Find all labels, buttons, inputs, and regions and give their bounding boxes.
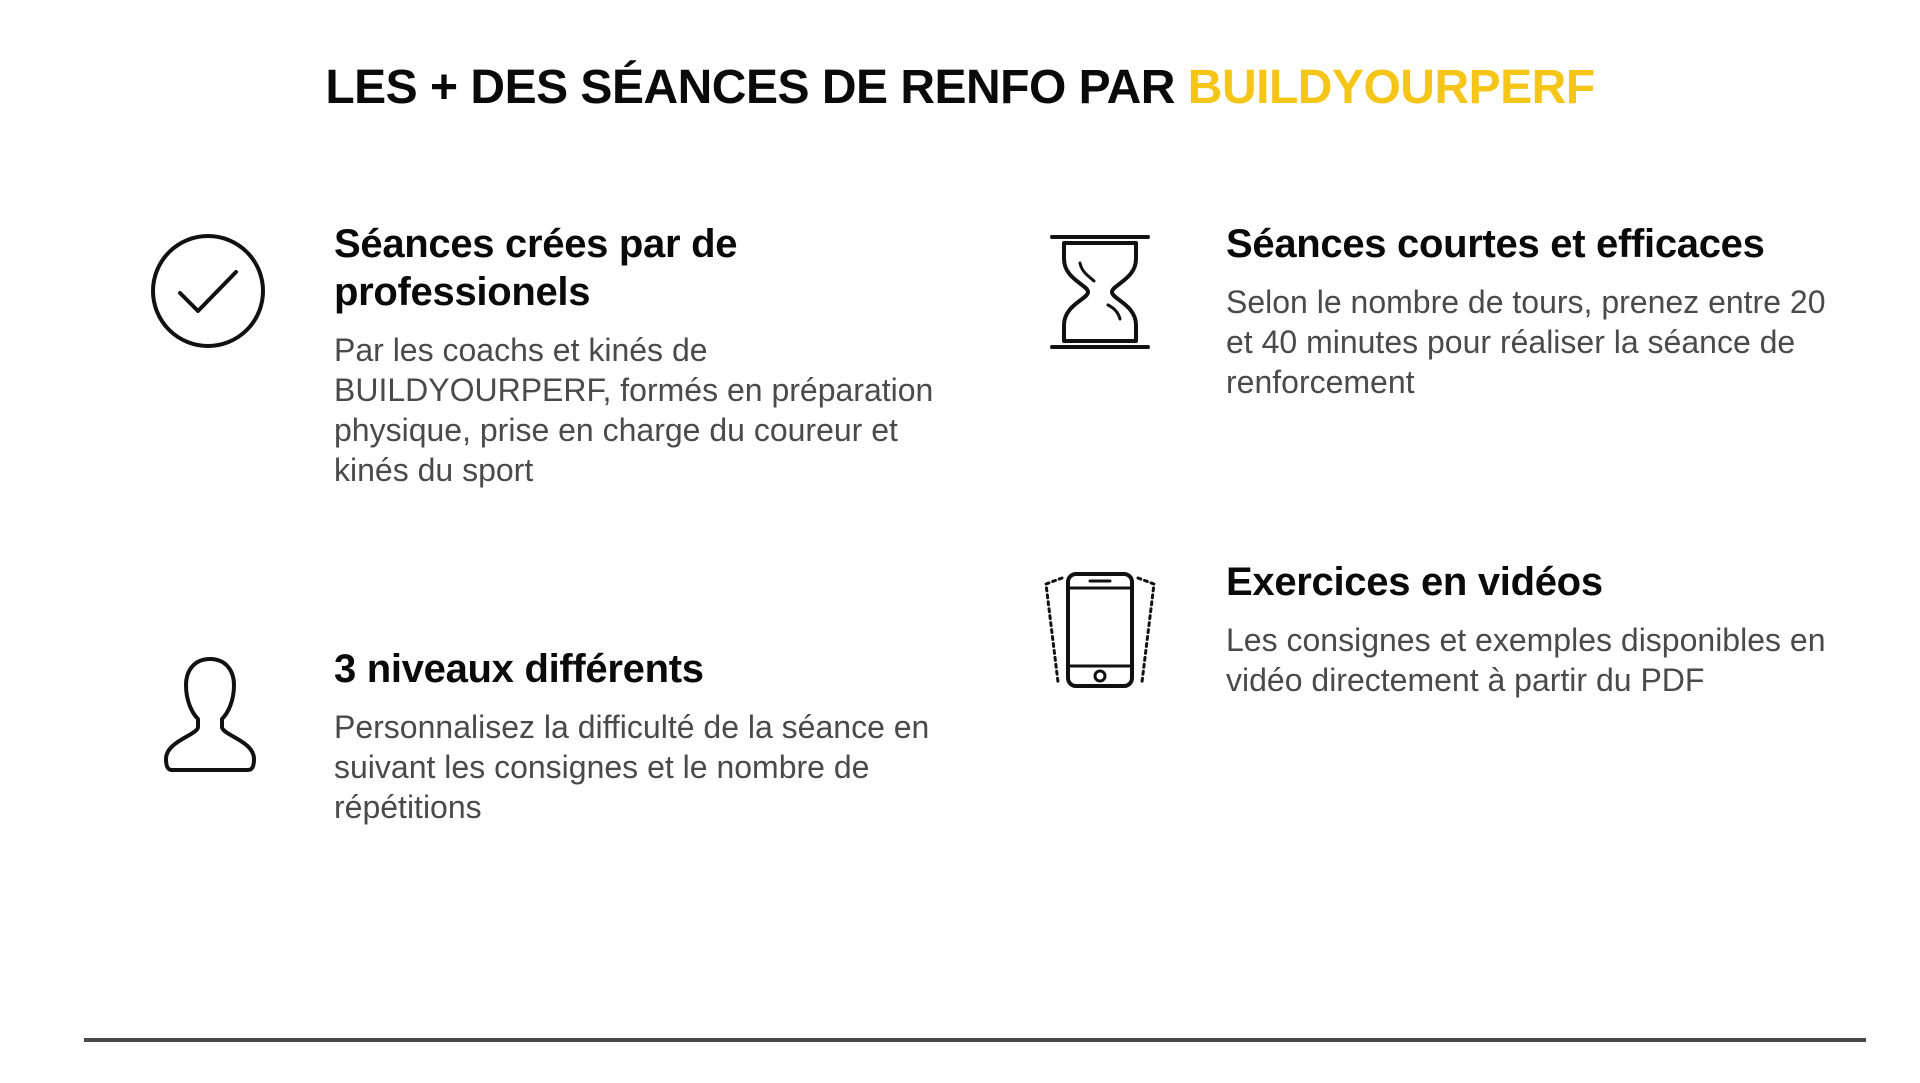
feature-short-sessions xyxy=(1226,220,1836,402)
smartphone-vibrate-icon xyxy=(1042,570,1158,690)
feature-description: Par les coachs et kinés de BUILDYOURPERF, formés en préparation physique, prise en charge du coureur et kinés du sport xyxy=(334,332,934,488)
hourglass-icon xyxy=(1050,233,1150,351)
feature-levels xyxy=(334,645,964,827)
feature-description: Les consignes et exemples disponibles en vidéo directement à partir du PDF xyxy=(1226,622,1826,698)
brand-name: BUILDYOURPERF xyxy=(1187,61,1595,114)
feature-heading: 3 niveaux différents xyxy=(334,647,704,691)
page-title xyxy=(0,60,1920,115)
footer-divider xyxy=(84,1038,1866,1042)
feature-description: Personnalisez la difficulté de la séance en suivant les consignes et le nombre de répétitions xyxy=(334,709,930,825)
page-title-prefix: LES + DES SÉANCES DE RENFO PAR xyxy=(325,61,1188,114)
feature-videos xyxy=(1226,558,1856,700)
checkmark-circle-icon xyxy=(150,233,266,349)
feature-professionals xyxy=(334,220,944,490)
user-silhouette-icon xyxy=(162,655,258,775)
feature-description: Selon le nombre de tours, prenez entre 20 et 40 minutes pour réaliser la séance de renforcement xyxy=(1226,284,1826,400)
feature-heading: Séances crées par de professionels xyxy=(334,222,738,314)
feature-heading: Exercices en vidéos xyxy=(1226,560,1603,604)
feature-heading: Séances courtes et efficaces xyxy=(1226,222,1765,266)
